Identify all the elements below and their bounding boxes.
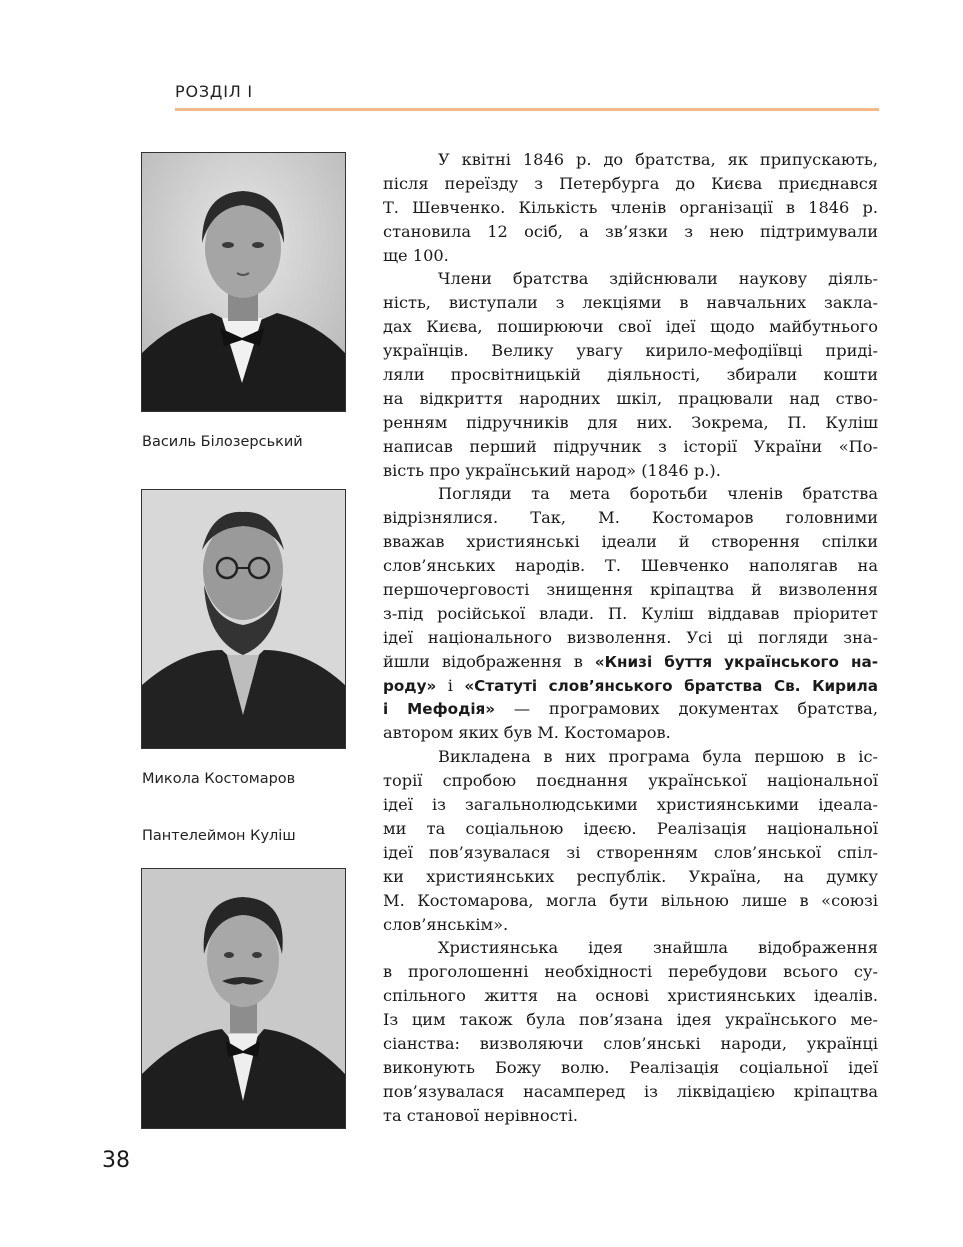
text-line [383, 650, 878, 674]
section-header: РОЗДІЛ І [175, 82, 253, 101]
text-line: вважав християнські ідеали й створення спілки [383, 532, 878, 552]
statute-title-bold: «Статуті слов’янського братства Св. Кирила [464, 676, 878, 695]
article-body [383, 148, 878, 1128]
text-line: Викладена в них програма була першою в іс- [438, 747, 878, 767]
text-line: ки християнських республік. Україна, на думку [383, 866, 878, 886]
caption-kulish: Пантелеймон Куліш [142, 828, 296, 844]
text-line: виконують Божу волю. Реалізація соціальної ідеї [383, 1057, 878, 1077]
text-line: вість про український народ» (1846 р.). [383, 460, 721, 480]
text-line: пов’язувалася насамперед із ліквідацією кріпацтва [383, 1081, 878, 1101]
text-line: дах Києва, поширюючи свої ідеї щодо майбутнього [383, 317, 878, 337]
text-line: ми та соціальною ідеєю. Реалізація національної [383, 818, 878, 838]
text-line: на відкриття народних шкіл, працювали над ство- [383, 388, 878, 408]
text-line: ідеї національного визволення. Усі ці погляди зна- [383, 627, 878, 647]
portrait-bilozerskyi [141, 152, 346, 412]
text-line: Із цим також була пов’язана ідея українського ме- [383, 1010, 878, 1030]
text-line: ідеї із загальнолюдськими християнськими ідеала- [383, 795, 878, 815]
text-line: написав перший підручник з історії України «По- [383, 436, 878, 456]
statute-title-bold: і Мефодія» [383, 700, 496, 719]
text-line: М. Костомарова, могла бути вільною лише в «союзі [383, 890, 878, 910]
text-line: ідеї пов’язувалася зі створенням слов’янської спіл- [383, 842, 878, 862]
text-line: Погляди та мета боротьби членів братства [438, 484, 878, 504]
text-line: Християнська ідея знайшла відображення [438, 938, 878, 958]
text-fragment: йшли відображення в [383, 651, 583, 671]
text-line: Т. Шевченко. Кількість членів організації в 1846 р. [383, 197, 878, 217]
text-line: торії спробою поєднання української національної [383, 771, 878, 791]
text-line: У квітні 1846 р. до братства, як припускають, [438, 150, 878, 169]
book-title-bold: «Книзі буття українського на- [594, 652, 878, 671]
text-line: сіанства: визволяючи слов’янські народи, українці [383, 1033, 878, 1053]
text-line [383, 674, 878, 698]
caption-kostomarov: Микола Костомаров [142, 771, 296, 787]
text-line: з-під російської влади. П. Куліш віддавав пріоритет [383, 603, 878, 623]
text-line: ренням підручників для них. Зокрема, П. Куліш [383, 412, 878, 432]
text-line: в проголошенні необхідності перебудови всього су- [383, 962, 878, 982]
text-line: відрізнялися. Так, М. Костомаров головними [383, 508, 878, 528]
text-line: Члени братства здійснювали наукову діяль- [438, 269, 878, 289]
text-line: першочерговості знищення кріпацтва й визволення [383, 580, 878, 600]
portrait-kostomarov [141, 489, 346, 749]
text-line: слов’янських народів. Т. Шевченко наполягав на [383, 556, 878, 576]
text-line: ність, виступали з лекціями в навчальних закла- [383, 293, 878, 313]
header-rule [175, 108, 879, 111]
text-line: та станової нерівності. [383, 1105, 579, 1125]
text-line: після переїзду з Петербурга до Києва приєднався [383, 173, 878, 193]
text-line: українців. Велику увагу кирило-мефодіївці приді- [383, 341, 878, 361]
text-line: слов’янськім». [383, 914, 509, 934]
text-fragment: і [436, 675, 465, 695]
page-number: 38 [102, 1148, 130, 1173]
text-line: ляли просвітницькій діяльності, збирали кошти [383, 365, 878, 385]
text-line: спільного життя на основі християнських ідеалів. [383, 986, 878, 1006]
text-line: ще 100. [383, 245, 449, 265]
text-line [383, 697, 878, 721]
text-line: становила 12 осіб, а зв’язки з нею підтримували [383, 221, 878, 241]
caption-bilozerskyi: Василь Білозерський [142, 434, 303, 450]
text-line: автором яких був М. Костомаров. [383, 723, 671, 743]
text-fragment: — програмових документах братства, [495, 699, 878, 719]
portrait-kulish [141, 868, 346, 1129]
book-title-bold: роду» [383, 676, 437, 695]
